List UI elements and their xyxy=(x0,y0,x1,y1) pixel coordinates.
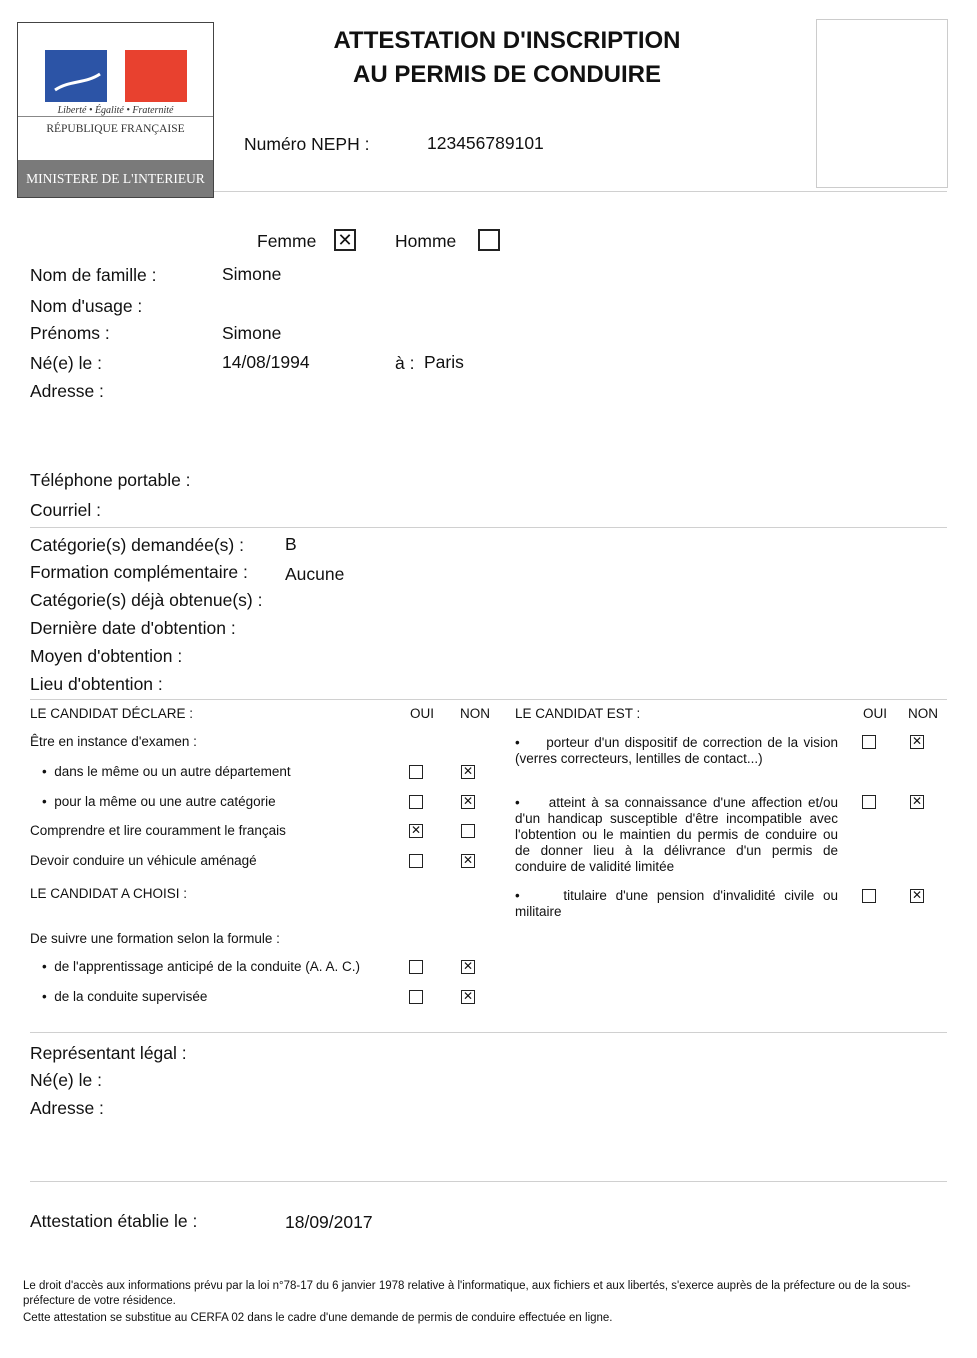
logo-ministry: MINISTERE DE L'INTERIEUR xyxy=(18,160,213,197)
oui-header: OUI xyxy=(410,706,435,721)
vehicule-non-checkbox[interactable] xyxy=(461,854,475,868)
aac-non-checkbox[interactable] xyxy=(461,960,475,974)
declare-heading: LE CANDIDAT DÉCLARE : xyxy=(30,706,194,721)
attestation-label: Attestation établie le : xyxy=(30,1211,198,1231)
choix-item-aac: • de l'apprentissage anticipé de la conduite (A. A. C.) xyxy=(42,959,360,974)
nom-usage-label: Nom d'usage : xyxy=(30,296,143,316)
divider xyxy=(30,527,947,528)
divider xyxy=(214,191,947,192)
photo-box xyxy=(816,19,948,188)
vehicule-oui-checkbox[interactable] xyxy=(409,854,423,868)
supervisee-non-checkbox[interactable] xyxy=(461,990,475,1004)
item-label: porteur d'un dispositif de correction de la vision (verres correcteurs, lentilles de contact...) xyxy=(515,735,838,766)
nom-famille-value: Simone xyxy=(222,264,282,284)
item-label: atteint à sa connaissance d'une affection et/ou d'un handicap susceptible d'être incompatible avec l'obtention ou le maintien du permis de conduire ou de donner lieu à la délivrance d'un permis de conduire de validité limitée xyxy=(515,795,838,874)
footer-cerfa-notice: Cette attestation se substitue au CERFA 02 dans le cadre d'une demande de permis de conduire effectuée en ligne. xyxy=(23,1312,613,1324)
aac-oui-checkbox[interactable] xyxy=(409,960,423,974)
logo-motto: Liberté • Égalité • Fraternité xyxy=(18,105,213,117)
pension-oui-checkbox[interactable] xyxy=(862,889,876,903)
vision-oui-checkbox[interactable] xyxy=(862,735,876,749)
est-oui-header: OUI xyxy=(863,706,888,721)
title-line-1: ATTESTATION D'INSCRIPTION xyxy=(333,27,681,54)
declare-item-categorie: • pour la même ou une autre catégorie xyxy=(42,794,276,809)
lieu-obtention-label: Lieu d'obtention : xyxy=(30,674,163,694)
prenoms-label: Prénoms : xyxy=(30,323,110,343)
est-item-vision: • porteur d'un dispositif de correction de la vision (verres correcteurs, lentilles de contact...) xyxy=(515,735,838,766)
lieu-naissance-value: Paris xyxy=(424,352,464,372)
representant-naissance-label: Né(e) le : xyxy=(30,1070,102,1090)
formation-value: Aucune xyxy=(285,564,345,584)
marianne-flag-icon xyxy=(45,50,187,102)
categorie-oui-checkbox[interactable] xyxy=(409,795,423,809)
departement-non-checkbox[interactable] xyxy=(461,765,475,779)
est-non-header: NON xyxy=(908,706,938,721)
francais-label: Comprendre et lire couramment le français xyxy=(30,823,286,838)
neph-value: 123456789101 xyxy=(427,133,544,153)
representant-adresse-label: Adresse : xyxy=(30,1098,104,1118)
prenoms-value: Simone xyxy=(222,323,282,343)
handicap-non-checkbox[interactable] xyxy=(910,795,924,809)
declare-item-departement: • dans le même ou un autre département xyxy=(42,764,291,779)
derniere-date-label: Dernière date d'obtention : xyxy=(30,618,236,638)
item-label: titulaire d'une pension d'invalidité civile ou militaire xyxy=(515,888,839,919)
naissance-label: Né(e) le : xyxy=(30,353,102,373)
divider xyxy=(30,1032,947,1033)
est-heading: LE CANDIDAT EST : xyxy=(515,706,641,721)
departement-oui-checkbox[interactable] xyxy=(409,765,423,779)
est-item-pension: • titulaire d'une pension d'invalidité civile ou militaire xyxy=(515,888,839,919)
title-line-2: AU PERMIS DE CONDUIRE xyxy=(352,61,662,88)
vehicule-label: Devoir conduire un véhicule aménagé xyxy=(30,853,257,868)
naissance-value: 14/08/1994 xyxy=(222,352,310,372)
divider xyxy=(30,699,947,700)
item-label: de la conduite supervisée xyxy=(54,989,208,1004)
moyen-label: Moyen d'obtention : xyxy=(30,646,183,666)
attestation-date: 18/09/2017 xyxy=(285,1212,373,1232)
instance-label: Être en instance d'examen : xyxy=(30,734,197,749)
choix-item-supervisee: • de la conduite supervisée xyxy=(42,989,208,1004)
handicap-oui-checkbox[interactable] xyxy=(862,795,876,809)
femme-label: Femme xyxy=(257,231,317,251)
item-label: de l'apprentissage anticipé de la conduite (A. A. C.) xyxy=(54,959,360,974)
femme-checkbox[interactable] xyxy=(334,229,356,251)
francais-oui-checkbox[interactable] xyxy=(409,824,423,838)
non-header: NON xyxy=(460,706,490,721)
categories-label: Catégorie(s) demandée(s) : xyxy=(30,535,244,555)
homme-label: Homme xyxy=(395,231,457,251)
choisi-heading: LE CANDIDAT A CHOISI : xyxy=(30,886,188,901)
neph-label: Numéro NEPH : xyxy=(244,134,370,154)
formule-label: De suivre une formation selon la formule : xyxy=(30,931,280,946)
footer-legal-notice: Le droit d'accès aux informations prévu par la loi n°78-17 du 6 janvier 1978 relative à l'informatique, aux fichiers et aux libertés, s'exerce auprès de la préfecture ou de la sous-préfecture de votre résidence. xyxy=(23,1280,911,1307)
est-item-handicap: • atteint à sa connaissance d'une affection et/ou d'un handicap susceptible d'être incompatible avec l'obtention ou le maintien du permis de conduire ou de donner lieu à la délivrance d'un permis de conduire de validité limitée xyxy=(515,795,838,874)
item-label: dans le même ou un autre département xyxy=(54,764,291,779)
pension-non-checkbox[interactable] xyxy=(910,889,924,903)
divider xyxy=(30,1181,947,1182)
logo-republic: RÉPUBLIQUE FRANÇAISE xyxy=(46,123,185,135)
nom-famille-label: Nom de famille : xyxy=(30,265,157,285)
courriel-label: Courriel : xyxy=(30,500,101,520)
lieu-naissance-label: à : xyxy=(395,353,415,373)
telephone-label: Téléphone portable : xyxy=(30,470,191,490)
obtenues-label: Catégorie(s) déjà obtenue(s) : xyxy=(30,590,263,610)
supervisee-oui-checkbox[interactable] xyxy=(409,990,423,1004)
representant-label: Représentant légal : xyxy=(30,1043,187,1063)
homme-checkbox[interactable] xyxy=(478,229,500,251)
vision-non-checkbox[interactable] xyxy=(910,735,924,749)
ministry-logo xyxy=(17,22,214,198)
formation-label: Formation complémentaire : xyxy=(30,562,248,582)
francais-non-checkbox[interactable] xyxy=(461,824,475,838)
categorie-non-checkbox[interactable] xyxy=(461,795,475,809)
adresse-label: Adresse : xyxy=(30,381,104,401)
categories-value: B xyxy=(285,534,297,554)
item-label: pour la même ou une autre catégorie xyxy=(54,794,276,809)
